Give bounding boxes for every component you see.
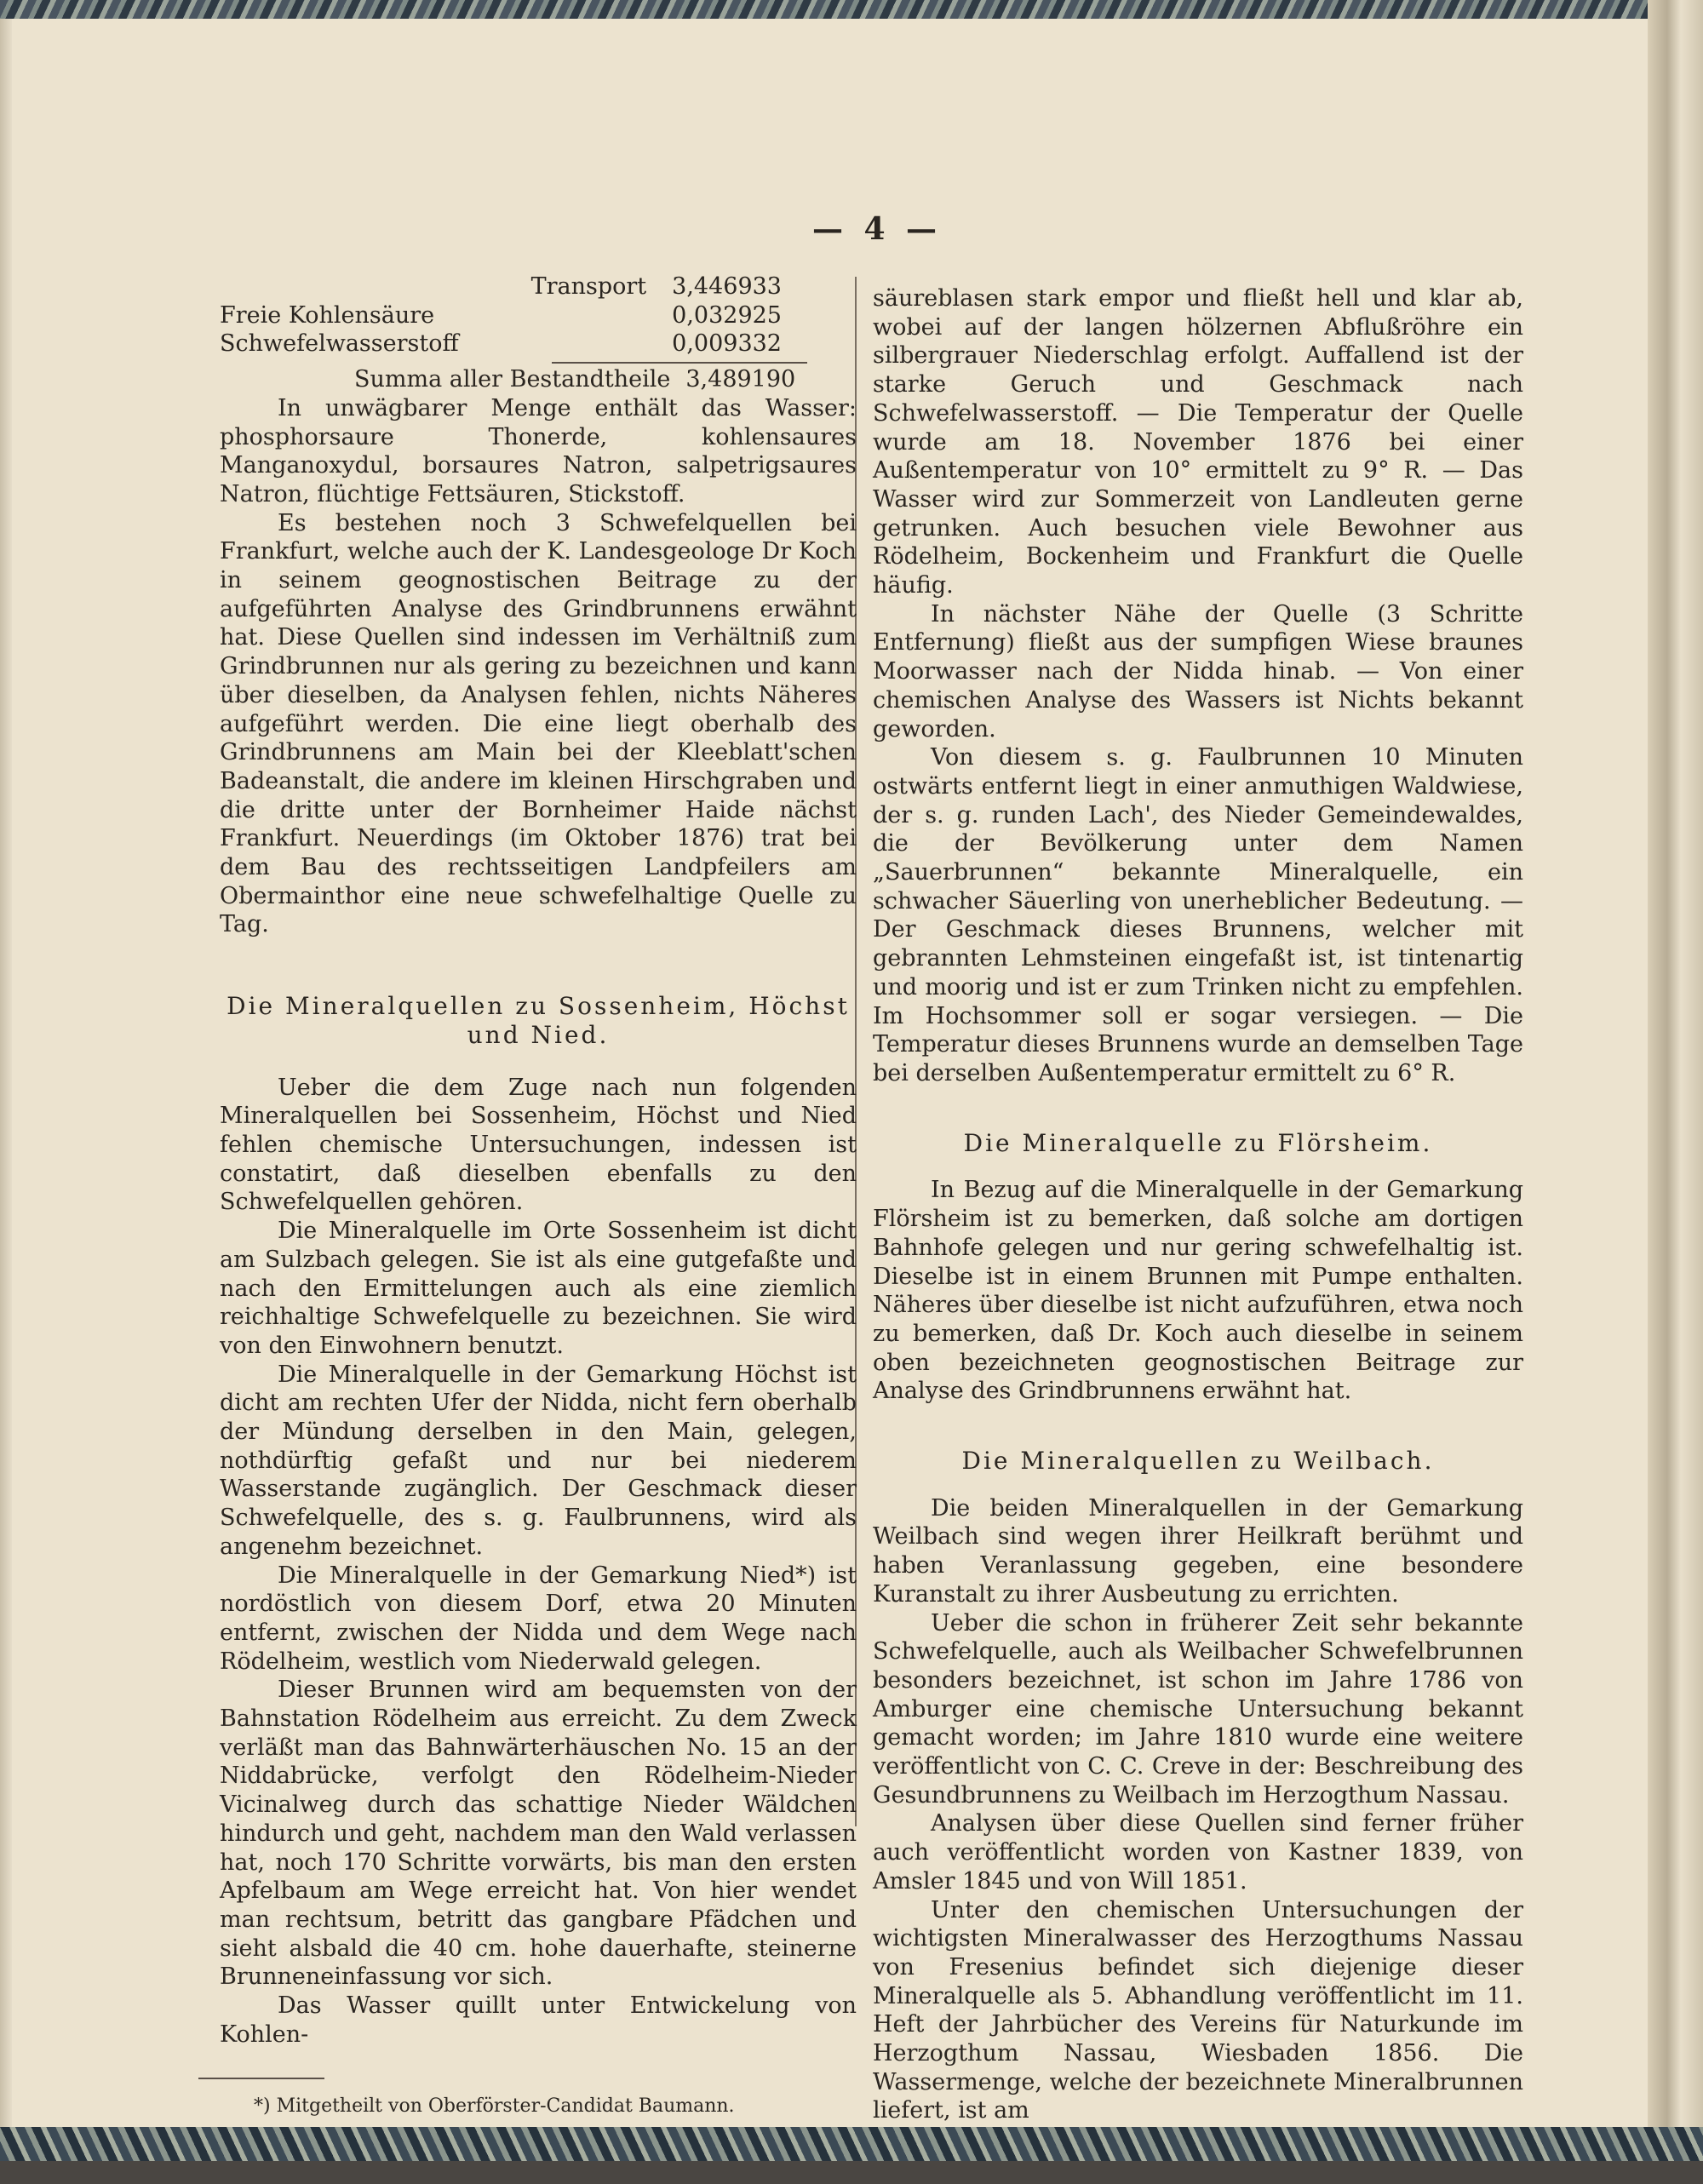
paragraph: Unter den chemischen Untersuchungen der wichtigsten Mineralwasser des Herzogthums Nassau von Fresenius befindet sich diejenige dieser Mineralquelle als 5. Abhandlung veröffentlicht im 11. Heft der Jahrbücher des Vereins für Naturkunde im Herzogthum Nassau, Wiesbaden 1856. Die Wassermenge, welche der bezeichnete Mineralbrunnen liefert, ist am xyxy=(873,1896,1523,2124)
paragraph: In nächster Nähe der Quelle (3 Schritte Entfernung) fließt aus der sumpfigen Wiese braunes Moorwasser nach der Nidda hinab. — Von einer chemischen Analyse des Wassers ist Nichts bekannt geworden. xyxy=(873,600,1523,742)
paragraph: Das Wasser quillt unter Entwickelung von Kohlen- xyxy=(220,1992,857,2048)
page-gutter xyxy=(1648,0,1703,2184)
page-number: — 4 — xyxy=(811,211,943,247)
paragraph: Von diesem s. g. Faulbrunnen 10 Minuten ostwärts entfernt liegt in einer anmuthigen Waldwiese, der s. g. runden Lach', des Nieder Gemeindewaldes, die der Bevölkerung unter dem Namen „Sauerbrunnen“ bekannte Mineralquelle, ein schwacher Säuerling von unerheblicher Bedeutung. — Der Geschmack dieses Brunnens, welcher mit gebrannten Lehmsteinen eingefaßt ist, ist tintenartig und moorig und ist er zum Trinken nicht zu empfehlen. Im Hochsommer soll er sogar versiegen. — Die Temperatur dieses Brunnens wurde an demselben Tage bei derselben Außentemperatur ermittelt zu 6° R. xyxy=(873,744,1523,1086)
row-value: 0,032925 xyxy=(672,301,782,329)
footnote: *) Mitgetheilt von Oberförster-Candidat Baumann. xyxy=(254,2095,735,2118)
paragraph: säureblasen stark empor und fließt hell und klar ab, wobei auf der langen hölzernen Abflußröhre ein silbergrauer Niederschlag erfolgt. Auffallend ist der starke Geruch und Geschmack nach Schwefelwasserstoff. — Die Temperatur der Quelle wurde am 18. November 1876 bei einer Außentemperatur von 10° ermittelt zu 9° R. — Das Wasser wird zur Sommerzeit von Landleuten gerne getrunken. Auch besuchen viele Bewohner aus Rödelheim, Bockenheim und Frankfurt die Quelle häufig. xyxy=(873,285,1523,599)
paragraph: Es bestehen noch 3 Schwefelquellen bei Frankfurt, welche auch der K. Landesgeologe Dr Koch in seinem geognostischen Beitrage zu der aufgeführten Analyse des Grindbrunnens erwähnt hat. Diese Quellen sind indessen im Verhältniß zum Grindbrunnen nur als gering zu bezeichnen und kann über dieselben, da Analysen fehlen, nichts Näheres aufgeführt werden. Die eine liegt oberhalb des Grindbrunnens am Main bei der Kleeblatt'schen Badeanstalt, die andere im kleinen Hirschgraben und die dritte unter der Bornheimer Haide nächst Frankfurt. Neuerdings (im Oktober 1876) trat bei dem Bau des rechtsseitigen Landpfeilers am Obermainthor eine neue schwefelhaltige Quelle zu Tag. xyxy=(220,509,857,938)
paragraph: In unwägbarer Menge enthält das Wasser: phosphorsaure Thonerde, kohlensaures Manganoxydul, borsaures Natron, salpetrigsaures Natron, flüchtige Fettsäuren, Stickstoff. xyxy=(220,394,857,507)
paragraph: Ueber die dem Zuge nach nun folgenden Mineralquellen bei Sossenheim, Höchst und Nied fehlen chemische Untersuchungen, indessen ist constatirt, daß dieselben ebenfalls zu den Schwefelquellen gehören. xyxy=(220,1074,857,1216)
table-row xyxy=(220,330,857,358)
transport-label: Transport xyxy=(530,273,647,300)
marbled-bottom-edge xyxy=(0,2127,1703,2161)
paragraph: Die Mineralquelle in der Gemarkung Nied*) ist nordöstlich von diesem Dorf, etwa 20 Minuten entfernt, zwischen der Nidda und dem Wege nach Rödelheim, westlich vom Niederwald gelegen. xyxy=(220,1562,857,1675)
section-heading: Die Mineralquelle zu Flörsheim. xyxy=(963,1128,1433,1157)
transport-row xyxy=(220,272,857,301)
paragraph: Die Mineralquelle im Orte Sossenheim ist dicht am Sulzbach gelegen. Sie ist als eine gutgefaßte und nach den Ermittelungen auch als eine ziemlich reichhaltige Schwefelquelle zu bezeichnen. Sie wird von den Einwohnern benutzt. xyxy=(220,1218,857,1359)
marbled-top-edge xyxy=(0,0,1703,19)
sum-rule xyxy=(552,362,807,364)
row-value: 0,009332 xyxy=(672,330,782,358)
page-left-edge xyxy=(0,0,12,2184)
section-heading: Die Mineralquellen zu Sossenheim, Höchst und Nied. xyxy=(226,992,850,1049)
section-heading: Die Mineralquellen zu Weilbach. xyxy=(961,1447,1435,1476)
right-column xyxy=(873,284,1523,2125)
row-label: Freie Kohlensäure xyxy=(220,301,435,329)
sum-row xyxy=(220,365,857,394)
paragraph: Die beiden Mineralquellen in der Gemarkung Weilbach sind wegen ihrer Heilkraft berühmt und haben Veranlassung gegeben, eine besondere Kuranstalt zu ihrer Ausbeutung zu errichten. xyxy=(873,1494,1523,1608)
transport-value: 3,446933 xyxy=(672,273,782,300)
paragraph: Ueber die schon in früherer Zeit sehr bekannte Schwefelquelle, auch als Weilbacher Schwefelbrunnen besonders bezeichnet, ist schon im Jahre 1786 von Amburger eine chemische Untersuchung bekannt gemacht worden; im Jahre 1810 wurde eine weitere veröffentlicht von C. C. Creve in der: Beschreibung des Gesundbrunnens zu Weilbach im Herzogthum Nassau. xyxy=(873,1609,1523,1809)
footnote-rule xyxy=(198,2078,324,2079)
left-column xyxy=(220,272,857,2118)
scan-background xyxy=(0,2161,1703,2184)
paragraph: Die Mineralquelle in der Gemarkung Höchst ist dicht am rechten Ufer der Nidda, nicht fern oberhalb der Mündung derselben in den Main, gelegen, nothdürftig gefaßt und nur bei niederem Wasserstande zugänglich. Der Geschmack dieser Schwefelquelle, des s. g. Faulbrunnens, wird als angenehm bezeichnet. xyxy=(220,1361,857,1560)
sum-label: Summa aller Bestandtheile xyxy=(354,366,671,393)
row-label: Schwefelwasserstoff xyxy=(220,330,459,358)
paragraph: In Bezug auf die Mineralquelle in der Gemarkung Flörsheim ist zu bemerken, daß solche am dortigen Bahnhofe gelegen und nur gering schwefelhaltig ist. Dieselbe ist in einem Brunnen mit Pumpe enthalten. Näheres über dieselbe ist nicht aufzuführen, etwa noch zu bemerken, daß Dr. Koch auch dieselbe in seinem oben bezeichneten geognostischen Beitrage zur Analyse des Grindbrunnens erwähnt hat. xyxy=(873,1177,1523,1405)
paragraph: Dieser Brunnen wird am bequemsten von der Bahnstation Rödelheim aus erreicht. Zu dem Zweck verläßt man das Bahnwärterhäuschen No. 15 an der Niddabrücke, verfolgt den Rödelheim-Nieder Vicinalweg durch das schattige Nieder Wäldchen hindurch und geht, nachdem man den Wald verlassen hat, noch 170 Schritte vorwärts, bis man den ersten Apfelbaum am Wege erreicht hat. Von hier wendet man rechtsum, betritt das gangbare Pfädchen und sieht alsbald die 40 cm. hohe dauerhafte, steinerne Brunneneinfassung vor sich. xyxy=(220,1677,857,1991)
sum-value: 3,489190 xyxy=(685,366,796,393)
table-row xyxy=(220,301,857,330)
paragraph: Analysen über diese Quellen sind ferner früher auch veröffentlicht worden von Kastner 1839, von Amsler 1845 und von Will 1851. xyxy=(873,1810,1523,1895)
